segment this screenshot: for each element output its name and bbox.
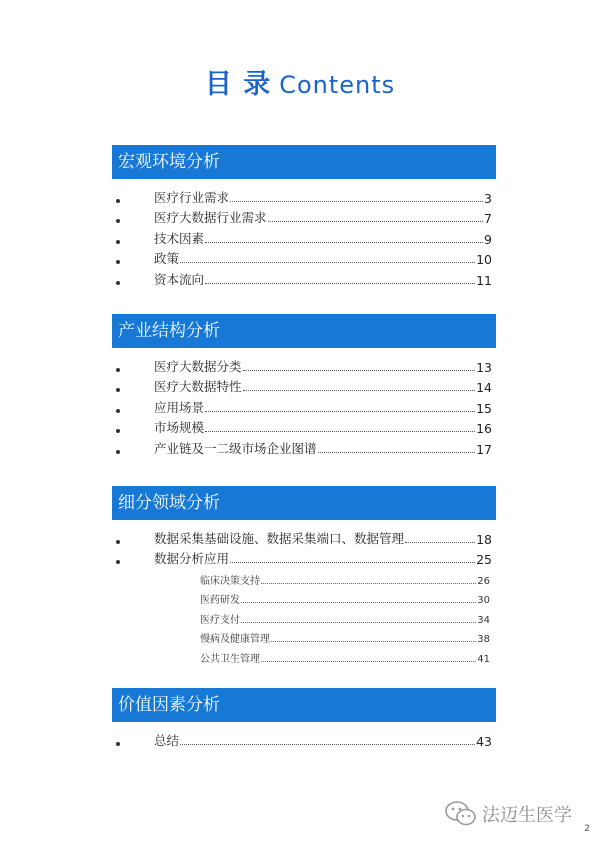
section-macro-environment <box>112 145 496 288</box>
dot-leader <box>318 452 476 453</box>
bullet-icon <box>116 450 120 454</box>
toc-subentry[interactable] <box>200 645 490 665</box>
toc-entry[interactable] <box>154 375 492 396</box>
bullet-icon <box>116 540 120 544</box>
toc-subentry-label: 医疗支付 <box>200 614 240 626</box>
toc-entry-page: 7 <box>484 211 492 226</box>
toc-entry-label: 应用场景 <box>154 399 205 415</box>
toc-entry[interactable] <box>154 267 492 288</box>
toc-subentry-page: 41 <box>477 653 490 665</box>
dot-leader <box>205 431 475 432</box>
bullet-icon <box>116 388 120 392</box>
toc-entry-label: 医疗行业需求 <box>154 189 230 205</box>
dot-leader <box>180 262 475 263</box>
toc-subentry-page: 34 <box>477 614 490 626</box>
toc-entry-page: 3 <box>484 190 492 206</box>
toc-entry-label: 技术因素 <box>154 230 205 246</box>
toc-subentry-label: 医药研发 <box>200 595 240 606</box>
dot-leader <box>241 602 476 603</box>
bullet-icon <box>116 429 120 433</box>
toc-entry-label: 总结 <box>154 732 180 748</box>
wechat-icon <box>444 800 478 828</box>
dot-leader <box>243 370 476 371</box>
title-chinese: 目 录 <box>204 69 272 100</box>
dot-leader <box>230 201 483 202</box>
toc-entry-page: 9 <box>484 231 492 247</box>
toc-entry-page: 13 <box>476 359 492 375</box>
toc-entry[interactable] <box>154 395 492 416</box>
toc-entry-label: 产业链及一二级市场企业图谱 <box>154 440 317 456</box>
toc-entry-page: 17 <box>476 441 492 457</box>
dot-leader <box>261 583 476 584</box>
toc-entry[interactable] <box>154 526 492 547</box>
toc-entry-label: 政策 <box>154 251 180 266</box>
bullet-icon <box>116 219 120 223</box>
toc-entry-page: 18 <box>476 531 492 547</box>
toc-entry-label: 医疗大数据分类 <box>154 358 242 374</box>
toc-subentry-page: 38 <box>477 634 490 645</box>
section-industry-structure <box>112 314 496 457</box>
toc-subentry-label: 临床决策支持 <box>200 575 260 587</box>
bullet-icon <box>116 409 120 413</box>
toc-entry-page: 15 <box>476 400 492 416</box>
toc-subentry-page: 26 <box>477 575 490 587</box>
watermark <box>444 800 572 828</box>
toc-subentry[interactable] <box>200 606 490 626</box>
toc-entry-page: 25 <box>476 552 492 567</box>
toc-subentry[interactable] <box>200 567 490 587</box>
toc-entry-page: 14 <box>476 380 492 395</box>
toc-entry-label: 市场规模 <box>154 420 205 435</box>
dot-leader <box>268 221 484 222</box>
section-header: 宏观环境分析 <box>112 145 496 179</box>
toc-entry[interactable] <box>154 354 492 375</box>
toc-subentry[interactable] <box>200 626 490 646</box>
bullet-icon <box>116 240 120 244</box>
dot-leader <box>180 744 475 745</box>
bullet-icon <box>116 368 120 372</box>
toc-entry-label: 资本流向 <box>154 271 205 287</box>
toc-entry-label: 数据分析应用 <box>154 551 230 566</box>
toc-entry[interactable] <box>154 185 492 206</box>
bullet-icon <box>116 199 120 203</box>
dot-leader <box>205 242 483 243</box>
toc-entry[interactable] <box>154 206 492 227</box>
toc-entry[interactable] <box>154 226 492 247</box>
toc-entry[interactable] <box>154 416 492 437</box>
toc-entry-label: 医疗大数据行业需求 <box>154 210 267 225</box>
toc-subentry-label: 慢病及健康管理 <box>200 634 270 645</box>
dot-leader <box>205 283 475 284</box>
toc-entry[interactable] <box>154 547 492 568</box>
toc-subentry-page: 30 <box>477 595 490 606</box>
bullet-icon <box>116 260 120 264</box>
page-number: 2 <box>584 824 590 834</box>
toc-entry[interactable] <box>154 436 492 457</box>
dot-leader <box>241 622 476 623</box>
bullet-icon <box>116 560 120 564</box>
dot-leader <box>261 661 476 662</box>
toc-subentry[interactable] <box>200 587 490 607</box>
page-title <box>0 62 600 101</box>
toc-entry-page: 11 <box>476 272 492 288</box>
bullet-icon <box>116 742 120 746</box>
section-value-factors <box>112 688 496 749</box>
dot-leader <box>405 542 475 543</box>
toc-entry-page: 10 <box>476 252 492 267</box>
dot-leader <box>205 411 475 412</box>
watermark-text: 法迈生医学 <box>482 805 572 826</box>
section-header: 价值因素分析 <box>112 688 496 722</box>
dot-leader <box>243 390 476 391</box>
dot-leader <box>271 641 476 642</box>
toc-entry-label: 医疗大数据特性 <box>154 379 242 394</box>
section-header: 细分领域分析 <box>112 486 496 520</box>
bullet-icon <box>116 281 120 285</box>
toc-entry-page: 43 <box>476 733 492 749</box>
toc-entry[interactable] <box>154 728 492 749</box>
title-english: Contents <box>279 71 396 99</box>
toc-entry-page: 16 <box>476 421 492 436</box>
section-segment-analysis <box>112 486 496 665</box>
toc-subentry-label: 公共卫生管理 <box>200 653 260 665</box>
dot-leader <box>230 562 475 563</box>
toc-entry[interactable] <box>154 247 492 268</box>
toc-entry-label: 数据采集基础设施、数据采集端口、数据管理 <box>154 530 405 546</box>
section-header: 产业结构分析 <box>112 314 496 348</box>
